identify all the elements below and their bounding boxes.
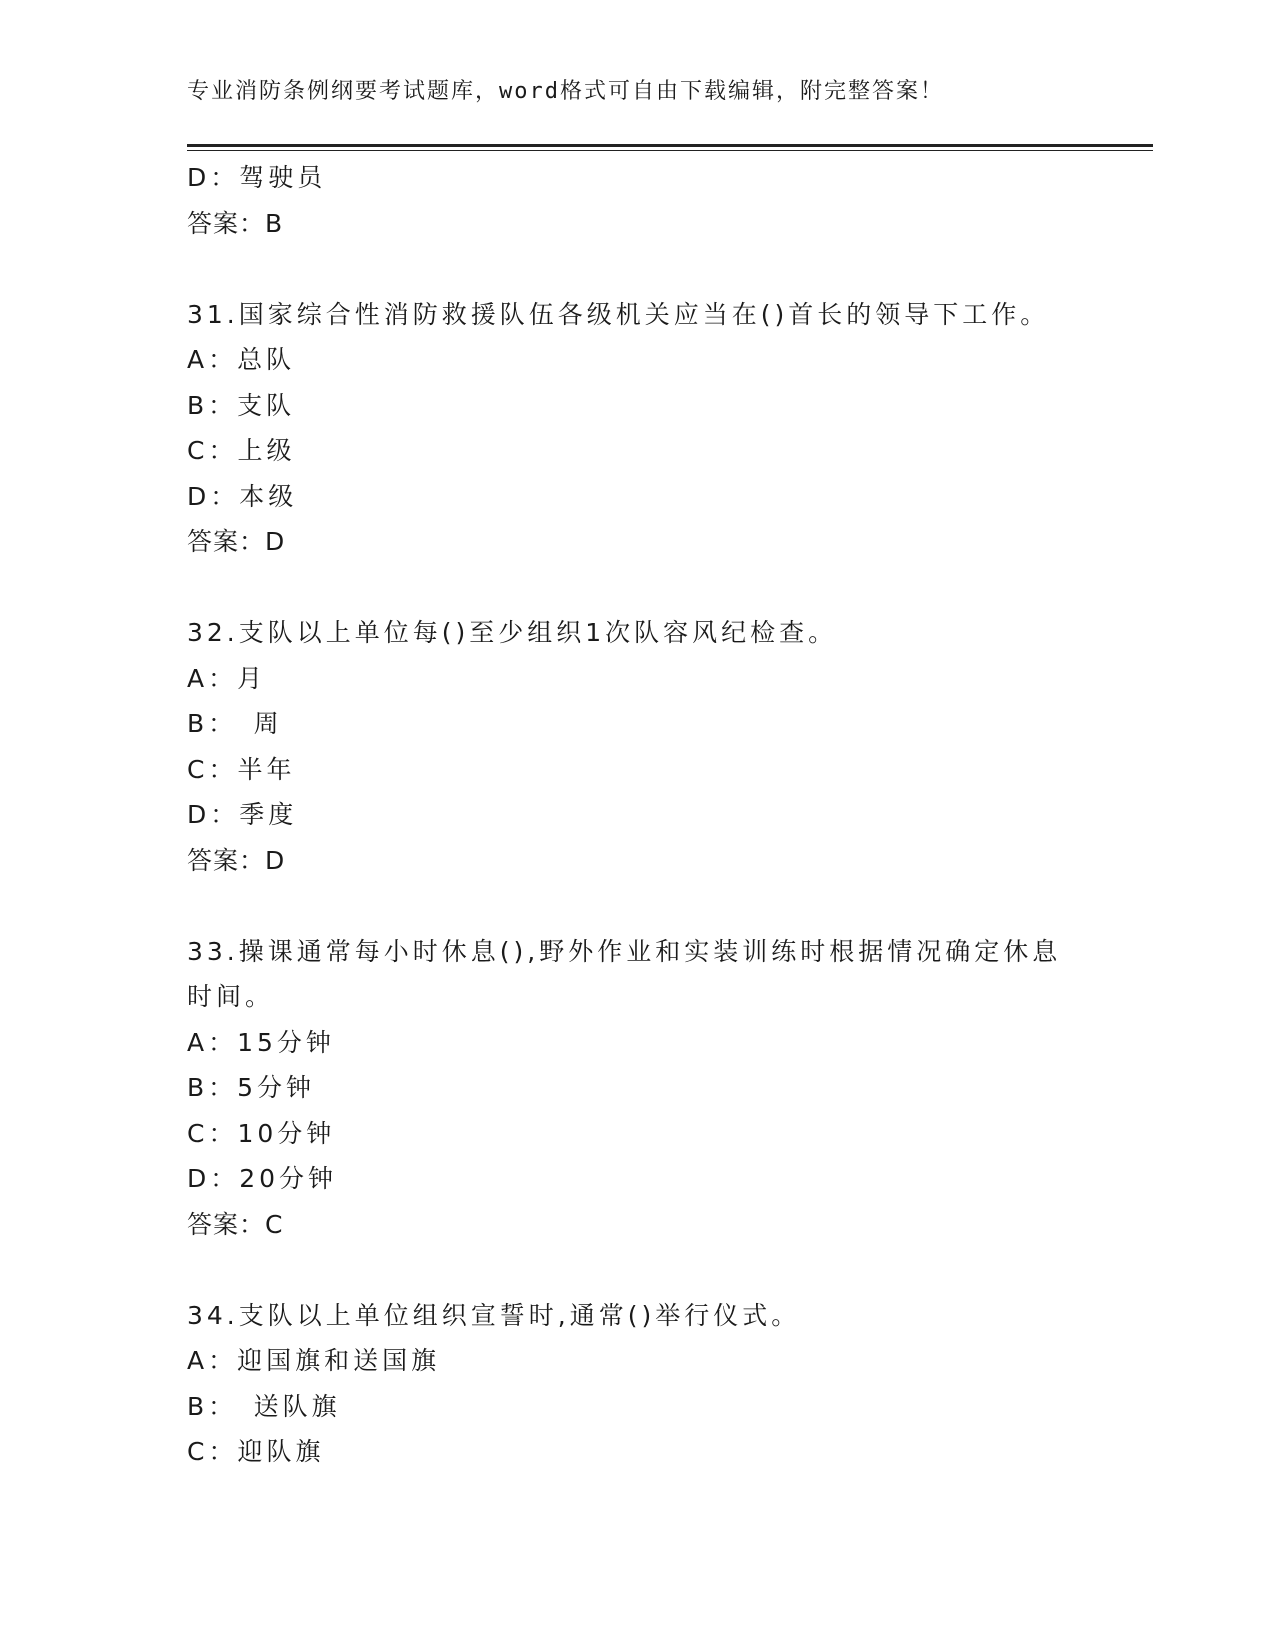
option-c: C：迎队旗 [187, 1437, 325, 1466]
option-a: A：总队 [187, 345, 296, 374]
question-34 [187, 1293, 1087, 1475]
option-c: C：上级 [187, 436, 296, 465]
option-b: B：5分钟 [187, 1073, 316, 1102]
option-b: B： 送队旗 [187, 1391, 341, 1421]
option-d: D：季度 [187, 800, 298, 829]
option-a: A：15分钟 [187, 1027, 335, 1057]
question-stem: 32.支队以上单位每()至少组织1次队容风纪检查。 [187, 618, 838, 647]
question-31 [187, 292, 1087, 565]
option-d: D：驾驶员 [187, 163, 327, 192]
question-33 [187, 929, 1087, 1248]
option-b: B：支队 [187, 390, 296, 420]
header-divider-thin [187, 150, 1153, 151]
answer-line: 答案：D [187, 845, 286, 875]
option-b: B： 周 [187, 709, 283, 738]
page-header: 专业消防条例纲要考试题库，word格式可自由下载编辑，附完整答案！ [187, 79, 944, 104]
spacer [187, 883, 1087, 929]
answer-line: 答案：B [187, 208, 284, 238]
question-stem: 31.国家综合性消防救援队伍各级机关应当在()首长的领导下工作。 [187, 299, 1050, 329]
spacer [187, 246, 1087, 292]
question-stem: 33.操课通常每小时休息(),野外作业和实装训练时根据情况确定休息时间。 [187, 936, 1062, 1011]
question-stem: 34.支队以上单位组织宣誓时,通常()举行仪式。 [187, 1300, 801, 1330]
option-d: D：20分钟 [187, 1164, 338, 1193]
option-c: C：10分钟 [187, 1118, 336, 1148]
option-a: A：月 [187, 663, 267, 693]
header-divider [187, 144, 1153, 147]
option-d: D：本级 [187, 481, 298, 511]
answer-line: 答案：C [187, 1209, 284, 1239]
question-list [187, 155, 1087, 1475]
answer-line: 答案：D [187, 527, 286, 556]
option-a: A：迎国旗和送国旗 [187, 1346, 441, 1375]
spacer [187, 565, 1087, 611]
spacer [187, 1247, 1087, 1293]
option-c: C：半年 [187, 754, 296, 784]
question-32 [187, 610, 1087, 883]
